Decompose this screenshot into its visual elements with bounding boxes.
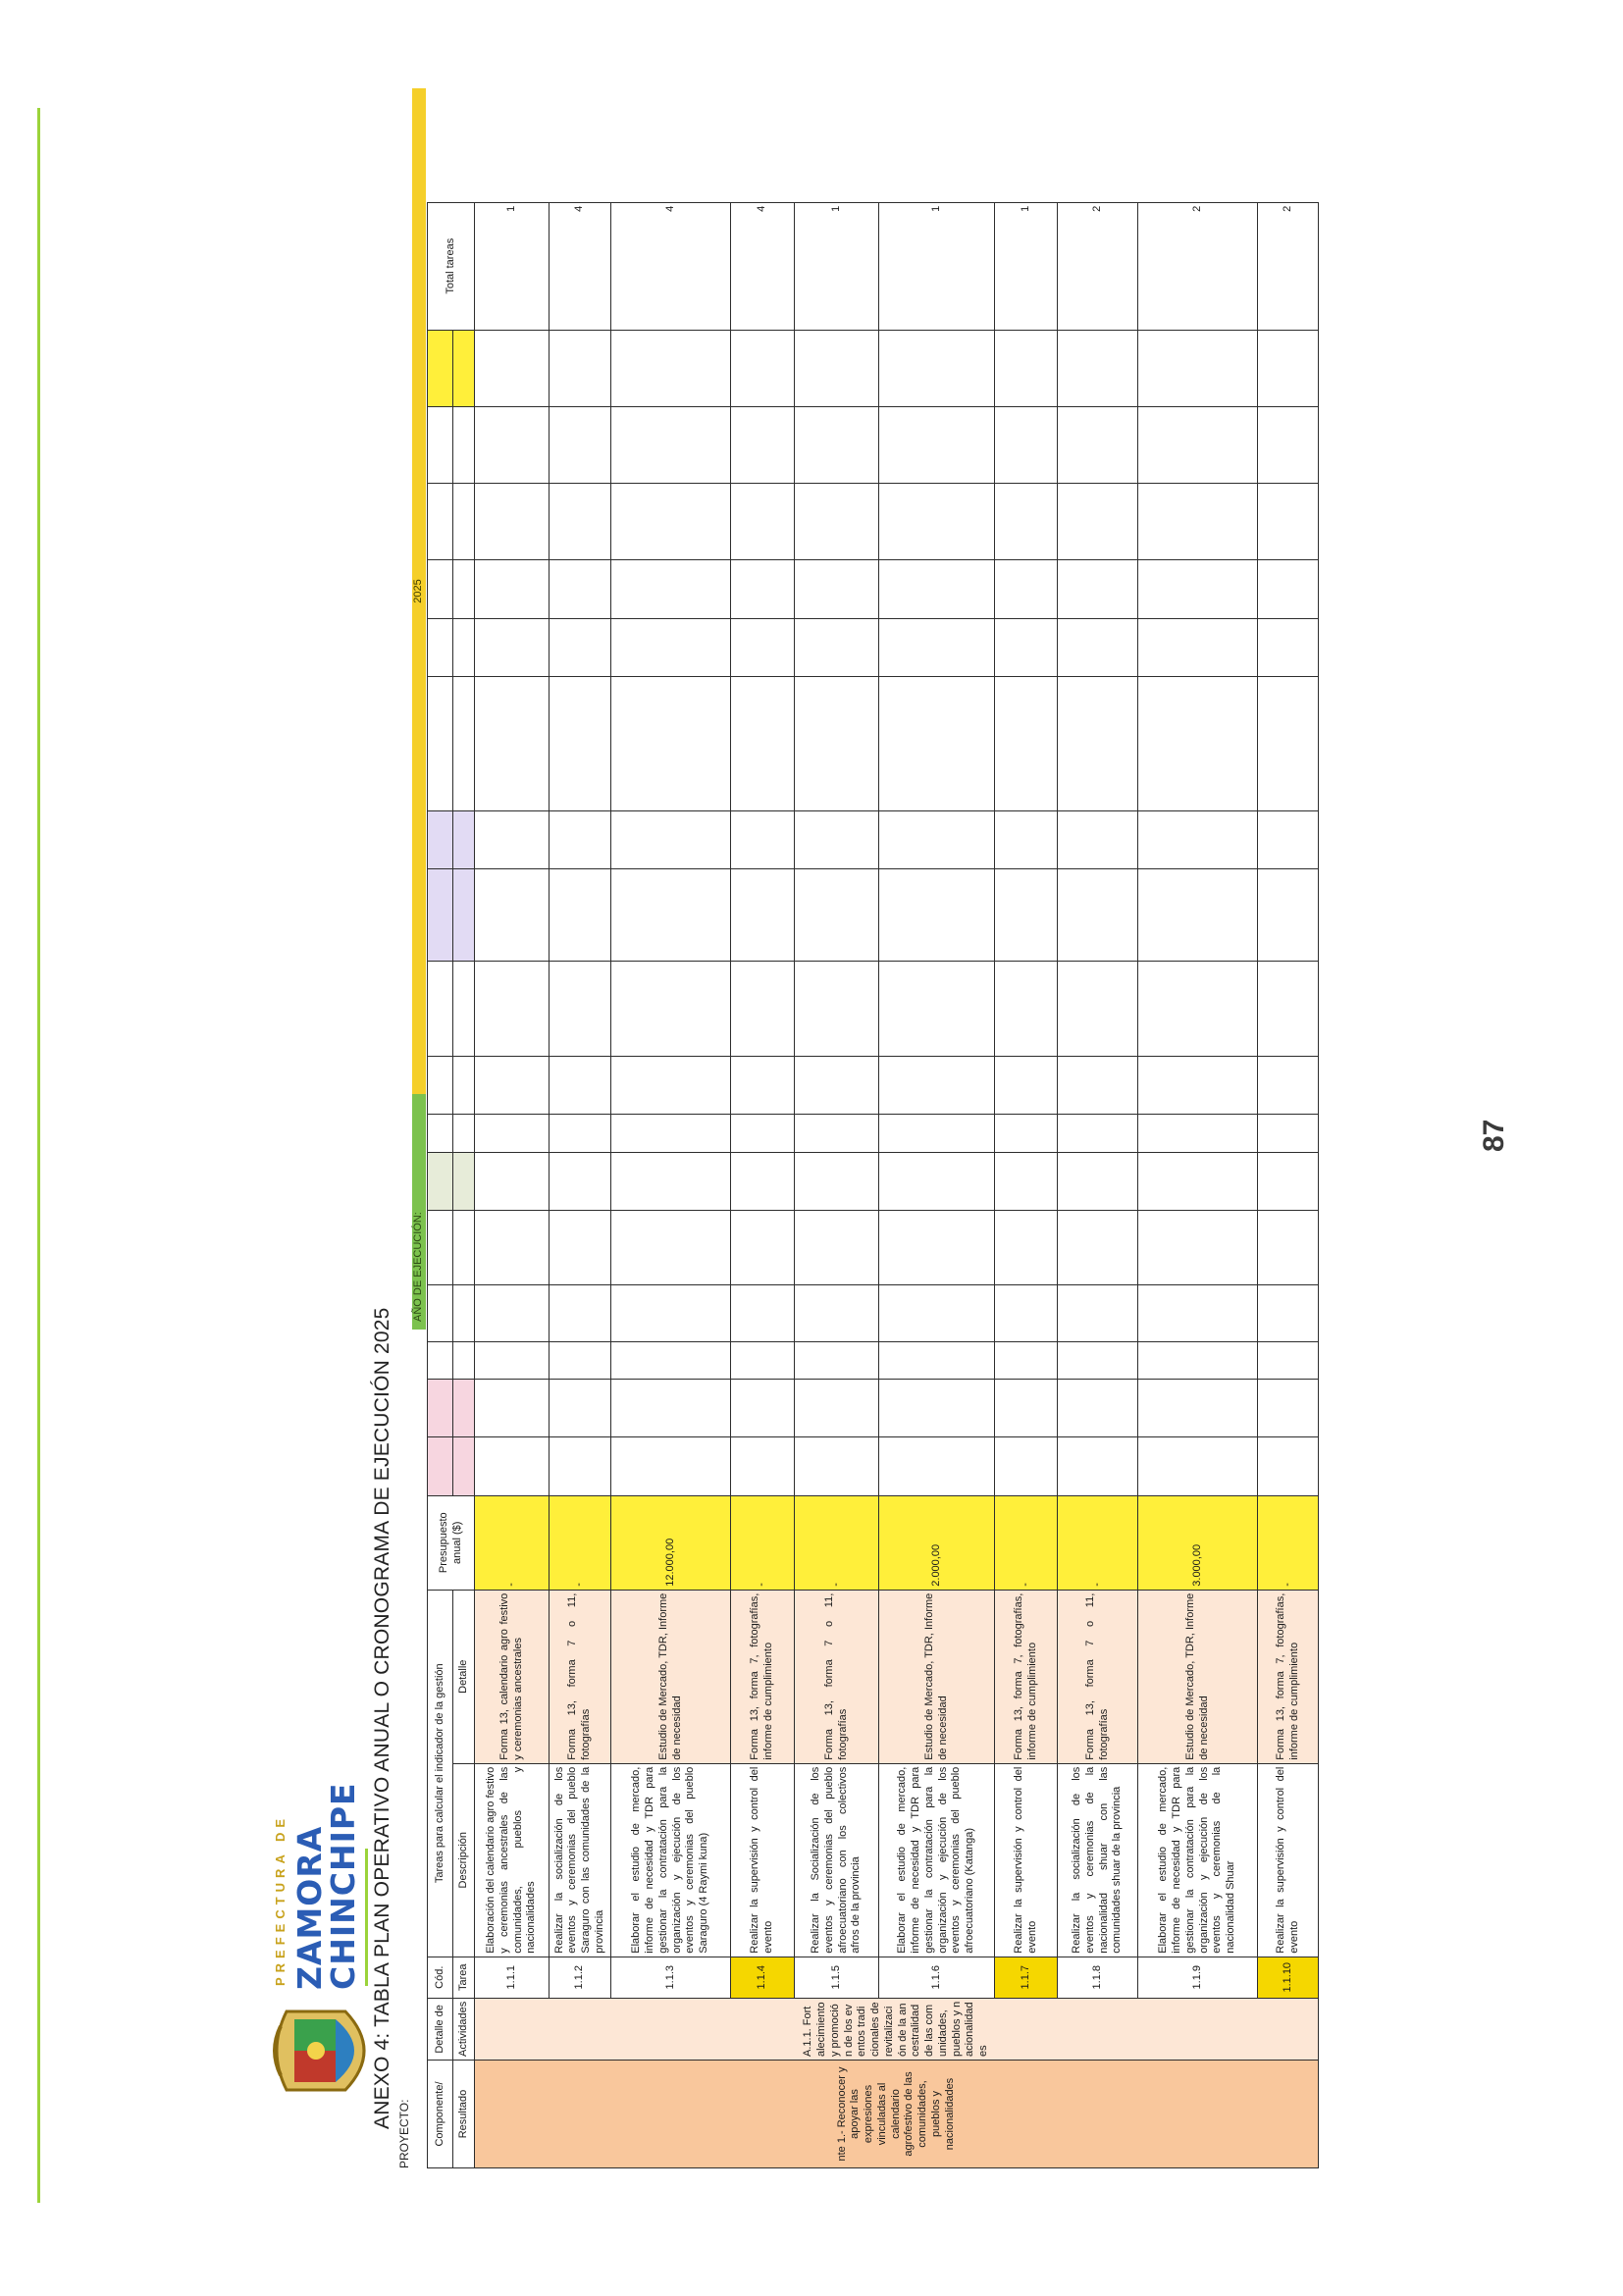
table-row [795,202,879,2167]
execution-year-band: AÑO DE EJECUCIÓN: [412,1094,426,1330]
component-header: Componente/ [428,2061,453,2168]
component-cell: nte 1.- Reconocer y apoyar las expresiones vinculadas al calendario agrofestivo de las comunidades, pueblos y nacionalidades [475,2061,1319,2168]
table-subheader-row [453,202,475,2167]
budget-header: Presupuesto anual ($) [428,1495,475,1590]
task-code: 1.1.9 [1138,1957,1258,1998]
document-header [265,88,397,2168]
schedule-table [427,202,1319,2168]
task-description: Realizar la supervisión y control del evento [1258,1763,1319,1957]
table-header-row [428,202,453,2167]
total-tasks-value: 1 [475,202,550,330]
task-code: 1.1.8 [1058,1957,1138,1998]
activity-cell: A.1.1. Fortalecimiento y promoción de los eventos tradicionales de revitalización de la ancestralidad de las comunidades, pueblos y nacionalidades [475,1998,1319,2060]
result-header: Resultado [453,2061,475,2168]
task-code: 1.1.1 [475,1957,550,1998]
logo-subtitle: PREFECTURA DE [273,1813,288,1986]
logo-line-2: CHINCHIPE [324,1782,362,1990]
prefectura-logo [267,1782,385,1994]
total-tasks-header: Total tareas [428,202,475,330]
task-description: Elaboración del calendario agro festivo y ceremonias ancestrales de las comunidades, pueblos y nacionalidades [475,1763,550,1957]
total-tasks-value: 1 [879,202,995,330]
budget-value: - [1258,1495,1319,1590]
task-code: 1.1.3 [611,1957,731,1998]
verification-detail: Forma 13, forma 7 o 11, fotografías [550,1590,611,1763]
task-description: Realizar la supervisión y control del evento [995,1763,1058,1957]
budget-value: - [795,1495,879,1590]
logo-underline [365,1849,368,1986]
table-row [879,202,995,2167]
task-description: Elaborar el estudio de mercado, informe de necesidad y TDR para gestionar la contratación para la organización y ejecución de los eventos y ceremonias del pueblo Saraguro (4 Raymi kuna) [611,1763,731,1957]
tasks-header: Tareas para calcular el indicador de la gestión [428,1590,453,1957]
budget-value: - [1058,1495,1138,1590]
description-header: Descripción [453,1763,475,1957]
total-tasks-value: 1 [795,202,879,330]
table-row [731,202,795,2167]
total-tasks-value: 4 [731,202,795,330]
table-row [1058,202,1138,2167]
total-tasks-value: 2 [1258,202,1319,330]
verification-detail: Estudio de Mercado, TDR, Informe de necesidad [879,1590,995,1763]
page-border-line [37,108,40,2203]
activities-header: Actividades [453,1998,475,2060]
task-code: 1.1.7 [995,1957,1058,1998]
budget-value: 2.000,00 [879,1495,995,1590]
verification-detail: Estudio de Mercado, TDR, Informe de necesidad [611,1590,731,1763]
task-description: Realizar la supervisión y control del evento [731,1763,795,1957]
code-header: Cód. [428,1957,453,1998]
task-code: 1.1.2 [550,1957,611,1998]
verification-detail: Forma 13, forma 7 o 11, fotografías [1058,1590,1138,1763]
table-row [995,202,1058,2167]
coat-of-arms-icon [267,2002,385,2100]
table-row [1138,202,1258,2167]
verification-detail: Forma 13, forma 7, fotografías, informe de cumplimiento [731,1590,795,1763]
task-code: 1.1.4 [731,1957,795,1998]
detail-header: Detalle [453,1590,475,1763]
table-row [475,202,550,2167]
task-description: Elaborar el estudio de mercado, informe de necesidad y TDR para gestionar la contratación para la organización y ejecución de los eventos y ceremonias de la nacionalidad Shuar [1138,1763,1258,1957]
activity-detail-header: Detalle de [428,1998,453,2060]
budget-value: 12.000,00 [611,1495,731,1590]
rotated-document [265,88,1325,2168]
total-tasks-value: 1 [995,202,1058,330]
table-row [1258,202,1319,2167]
page-number: 87 [1478,1119,1510,1152]
verification-detail: Forma 13, forma 7, fotografías, informe de cumplimiento [995,1590,1058,1763]
total-tasks-value: 2 [1058,202,1138,330]
task-description: Realizar la socialización de los eventos y ceremonias de la nacionalidad shuar con las comunidades shuar de la provincia [1058,1763,1138,1957]
project-label: PROYECTO: [397,2099,411,2168]
total-tasks-value: 4 [550,202,611,330]
table-row [611,202,731,2167]
task-description: Realizar la Socialización de los eventos y ceremonias del pueblo afroecuatoriano con los colectivos afros de la provincia [795,1763,879,1957]
task-description: Elaborar el estudio de mercado, informe de necesidad y TDR para gestionar la contratación para la organización y ejecución de los eventos y ceremonias del pueblo afroecuatoriano (Katanga) [879,1763,995,1957]
total-tasks-value: 2 [1138,202,1258,330]
task-description: Realizar la socialización de los eventos y ceremonias del pueblo Saraguro con las comunidades de la provincia [550,1763,611,1957]
verification-detail: Forma 13, calendario agro festivo y ceremonias ancestrales [475,1590,550,1763]
verification-detail: Estudio de Mercado, TDR, Informe de necesidad [1138,1590,1258,1763]
budget-value: - [995,1495,1058,1590]
year-band: 2025 [412,88,426,1094]
document-title: ANEXO 4: TABLA PLAN OPERATIVO ANUAL O CRONOGRAMA DE EJECUCIÓN 2025 [371,1307,393,2129]
table-row [550,202,611,2167]
total-tasks-value: 4 [611,202,731,330]
task-code: 1.1.10 [1258,1957,1319,1998]
budget-value: 3.000,00 [1138,1495,1258,1590]
task-code: 1.1.6 [879,1957,995,1998]
verification-detail: Forma 13, forma 7 o 11, fotografías [795,1590,879,1763]
budget-value: - [731,1495,795,1590]
logo-line-1: ZAMORA [290,1825,329,1990]
task-code-header: Tarea [453,1957,475,1998]
budget-value: - [550,1495,611,1590]
verification-detail: Forma 13, forma 7, fotografías, informe de cumplimiento [1258,1590,1319,1763]
task-code: 1.1.5 [795,1957,879,1998]
budget-value: - [475,1495,550,1590]
